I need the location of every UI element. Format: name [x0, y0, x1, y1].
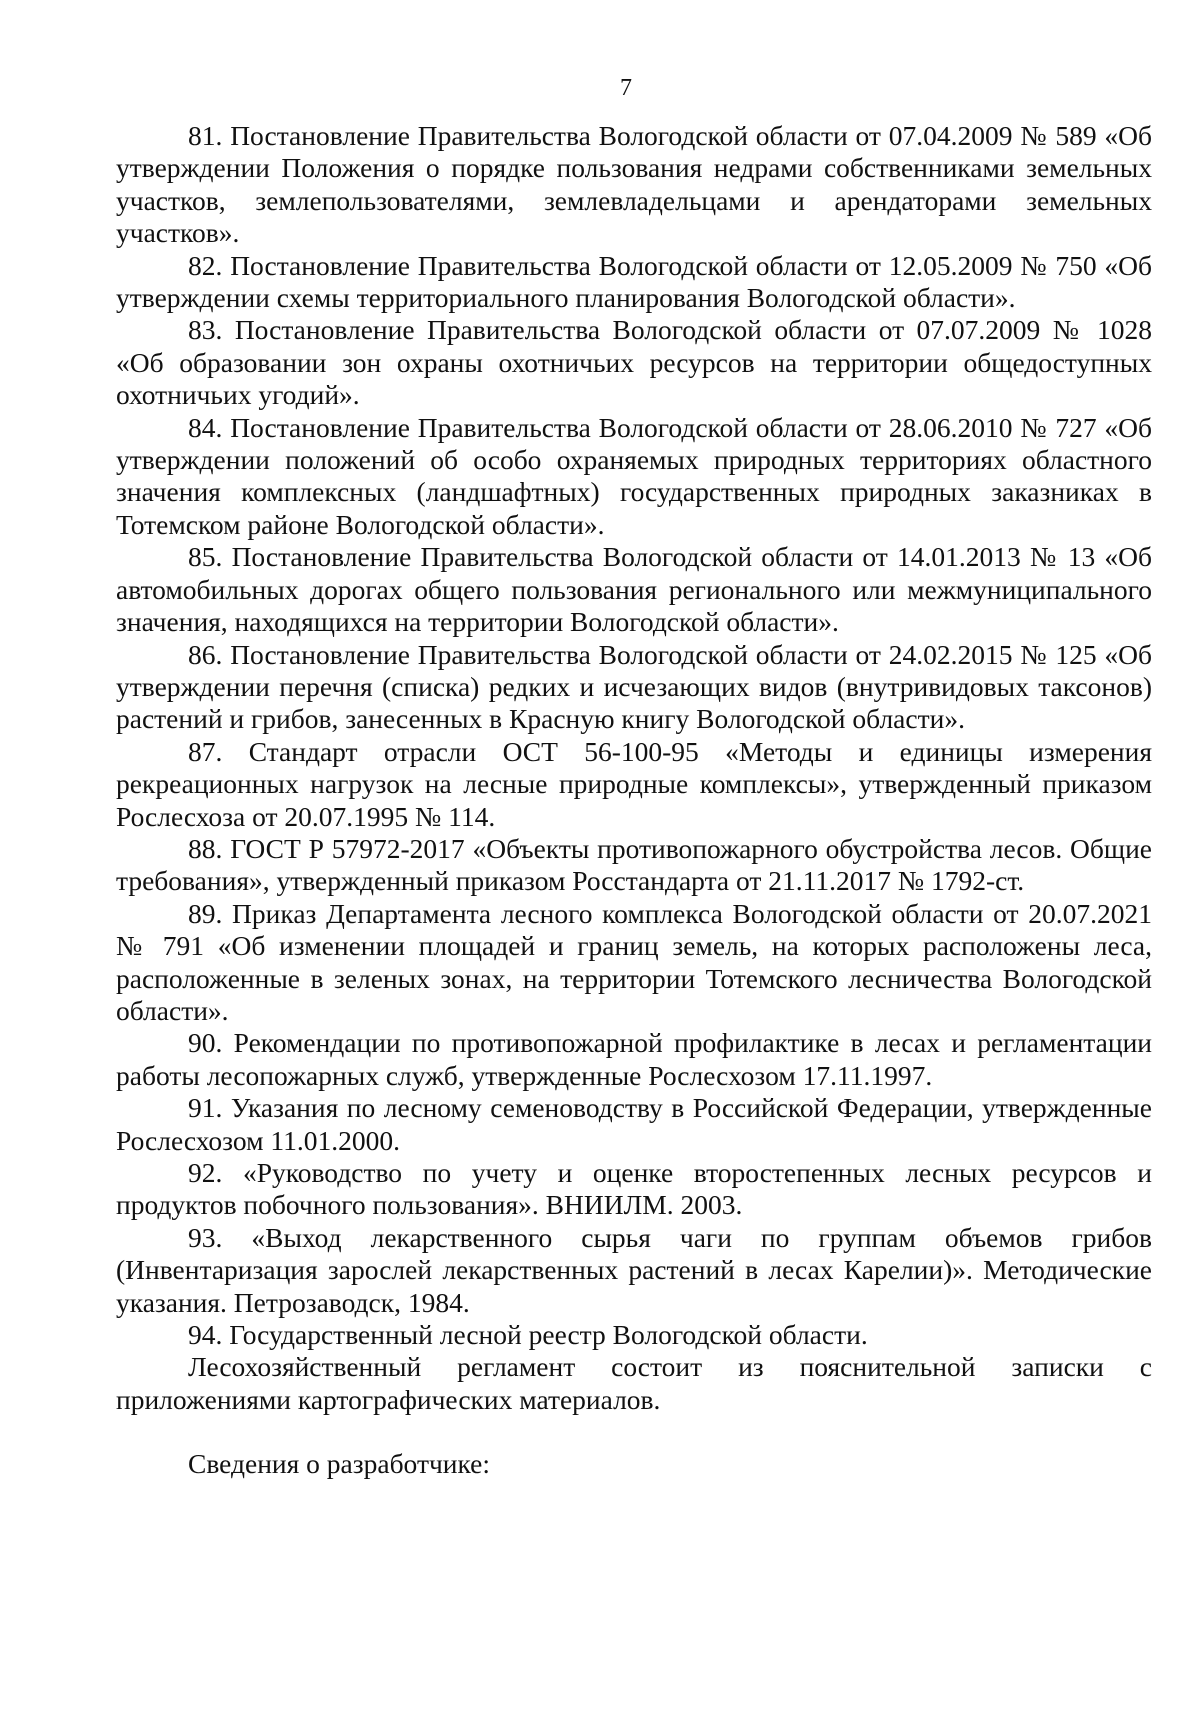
list-item-93: 93. «Выход лекарственного сырья чаги по группам объемов грибов (Инвентаризация зарослей лекарственных растений в лесах Карелии)». Методические указания. Петрозаводск, 1984.	[116, 1221, 1152, 1318]
page-number: 7	[620, 75, 632, 101]
list-item-91: 91. Указания по лесному семеноводству в Российской Федерации, утвержденные Рослесхозом 11.01.2000.	[116, 1092, 1152, 1156]
list-item-88: 88. ГОСТ Р 57972-2017 «Объекты противопожарного обустройства лесов. Общие требования», утвержденный приказом Росстандарта от 21.11.2017 № 1792-ст.	[116, 832, 1152, 897]
developer-heading: Сведения о разработчике:	[188, 1448, 491, 1480]
closing-paragraph: Лесохозяйственный регламент состоит из пояснительной записки с приложениями картографических материалов.	[116, 1351, 1152, 1415]
list-item-84: 84. Постановление Правительства Вологодской области от 28.06.2010 № 727 «Об утверждении положений об особо охраняемых природных территориях областного значения комплексных (ландшафтных) государственных природных заказниках в Тотемском районе Вологодской области».	[116, 411, 1152, 540]
list-item-94: 94. Государственный лесной реестр Вологодской области.	[188, 1319, 868, 1351]
page-body	[116, 120, 1152, 1481]
list-item-90: 90. Рекомендации по противопожарной профилактике в лесах и регламентации работы лесопожарных служб, утвержденные Рослесхозом 17.11.1997.	[116, 1027, 1152, 1091]
list-item-89: 89. Приказ Департамента лесного комплекса Вологодской области от 20.07.2021 № 791 «Об изменении площадей и границ земель, на которых расположены леса, расположенные в зеленых зонах, на территории Тотемского лесничества Вологодской области».	[116, 897, 1152, 1026]
spacer	[116, 1416, 1152, 1448]
list-item-87: 87. Стандарт отрасли ОСТ 56-100-95 «Методы и единицы измерения рекреационных нагрузок на лесные природные комплексы», утвержденный приказом Рослесхоза от 20.07.1995 № 114.	[116, 735, 1152, 832]
list-item-92: 92. «Руководство по учету и оценке второстепенных лесных ресурсов и продуктов побочного пользования». ВНИИЛМ. 2003.	[116, 1157, 1152, 1221]
list-item-85: 85. Постановление Правительства Вологодской области от 14.01.2013 № 13 «Об автомобильных дорогах общего пользования регионального или межмуниципального значения, находящихся на территории Вологодской области».	[116, 541, 1152, 638]
list-item-83: 83. Постановление Правительства Вологодской области от 07.07.2009 № 1028 «Об образовании зон охраны охотничьих ресурсов на территории общедоступных охотничьих угодий».	[116, 314, 1152, 411]
list-item-82: 82. Постановление Правительства Вологодской области от 12.05.2009 № 750 «Об утверждении схемы территориального планирования Вологодской области».	[116, 249, 1152, 314]
list-item-81: 81. Постановление Правительства Вологодской области от 07.04.2009 № 589 «Об утверждении Положения о порядке пользования недрами собственниками земельных участков, землепользователями, землевладельцами и арендаторами земельных участков».	[116, 120, 1152, 249]
list-item-86: 86. Постановление Правительства Вологодской области от 24.02.2015 № 125 «Об утверждении перечня (списка) редких и исчезающих видов (внутривидовых таксонов) растений и грибов, занесенных в Красную книгу Вологодской области».	[116, 638, 1152, 735]
